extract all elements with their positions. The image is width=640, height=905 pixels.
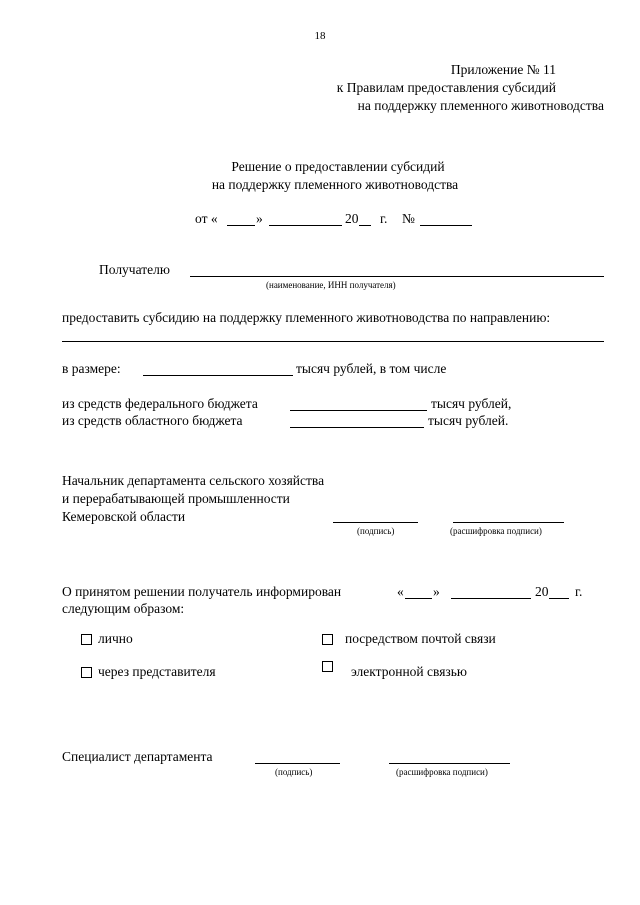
amount-label: в размере: bbox=[62, 361, 121, 376]
year-blank[interactable] bbox=[359, 225, 371, 226]
year-suffix: г. bbox=[380, 211, 388, 226]
federal-suffix: тысяч рублей, bbox=[431, 396, 512, 411]
direction-blank[interactable] bbox=[62, 341, 604, 342]
date-from-label: от « bbox=[195, 211, 218, 226]
title-line-1: Решение о предоставлении субсидий bbox=[231, 159, 445, 174]
page-number: 18 bbox=[314, 30, 326, 42]
day-blank[interactable] bbox=[227, 225, 255, 226]
informed-line-2: следующим образом: bbox=[62, 601, 185, 616]
title-line-2: на поддержку племенного животноводства bbox=[211, 177, 459, 192]
regional-label: из средств областного бюджета bbox=[62, 413, 243, 428]
mail-label: посредством почтой связи bbox=[345, 631, 496, 646]
informed-year-prefix: 20 bbox=[535, 584, 549, 599]
mail-checkbox[interactable] bbox=[322, 634, 333, 645]
informed-open-quote: « bbox=[397, 584, 404, 599]
informed-day-blank[interactable] bbox=[405, 598, 432, 599]
number-blank[interactable] bbox=[420, 225, 472, 226]
head-line-1: Начальник департамента сельского хозяйства bbox=[62, 473, 325, 488]
amount-suffix: тысяч рублей, в том числе bbox=[296, 361, 447, 376]
amount-blank[interactable] bbox=[143, 375, 293, 376]
regional-suffix: тысяч рублей. bbox=[428, 413, 509, 428]
head-decode-hint: (расшифровка подписи) bbox=[450, 526, 542, 536]
direction-text: предоставить субсидию на поддержку племенного животноводства по направлению: bbox=[62, 310, 551, 325]
federal-blank[interactable] bbox=[290, 410, 427, 411]
personal-label: лично bbox=[98, 631, 133, 646]
recipient-hint: (наименование, ИНН получателя) bbox=[266, 280, 396, 290]
electronic-label: электронной связью bbox=[351, 664, 467, 679]
recipient-blank[interactable] bbox=[190, 276, 604, 277]
head-signature-hint: (подпись) bbox=[357, 526, 395, 536]
specialist-signature-hint: (подпись) bbox=[275, 767, 313, 777]
specialist-decode-blank[interactable] bbox=[389, 763, 510, 764]
representative-checkbox[interactable] bbox=[81, 667, 92, 678]
head-line-3: Кемеровской области bbox=[62, 509, 186, 524]
date-close-quote: » bbox=[256, 211, 263, 226]
informed-year-blank[interactable] bbox=[549, 598, 569, 599]
appendix-line-2: к Правилам предоставления субсидий bbox=[336, 80, 556, 95]
appendix-line-3: на поддержку племенного животноводства bbox=[357, 98, 604, 113]
year-prefix: 20 bbox=[345, 211, 359, 226]
informed-month-blank[interactable] bbox=[451, 598, 531, 599]
head-decode-blank[interactable] bbox=[453, 522, 564, 523]
regional-blank[interactable] bbox=[290, 427, 424, 428]
representative-label: через представителя bbox=[98, 664, 216, 679]
appendix-line-1: Приложение № 11 bbox=[450, 62, 556, 77]
personal-checkbox[interactable] bbox=[81, 634, 92, 645]
specialist-label: Специалист департамента bbox=[62, 749, 213, 764]
number-sign: № bbox=[402, 211, 415, 226]
recipient-label: Получателю bbox=[99, 262, 170, 277]
month-blank[interactable] bbox=[269, 225, 342, 226]
informed-year-suffix: г. bbox=[575, 584, 583, 599]
specialist-signature-blank[interactable] bbox=[255, 763, 340, 764]
informed-text: О принятом решении получатель информирован bbox=[62, 584, 342, 599]
informed-close-quote: » bbox=[433, 584, 440, 599]
electronic-checkbox[interactable] bbox=[322, 661, 333, 672]
head-line-2: и перерабатывающей промышленности bbox=[62, 491, 290, 506]
federal-label: из средств федерального бюджета bbox=[62, 396, 258, 411]
head-signature-blank[interactable] bbox=[333, 522, 418, 523]
specialist-decode-hint: (расшифровка подписи) bbox=[396, 767, 488, 777]
